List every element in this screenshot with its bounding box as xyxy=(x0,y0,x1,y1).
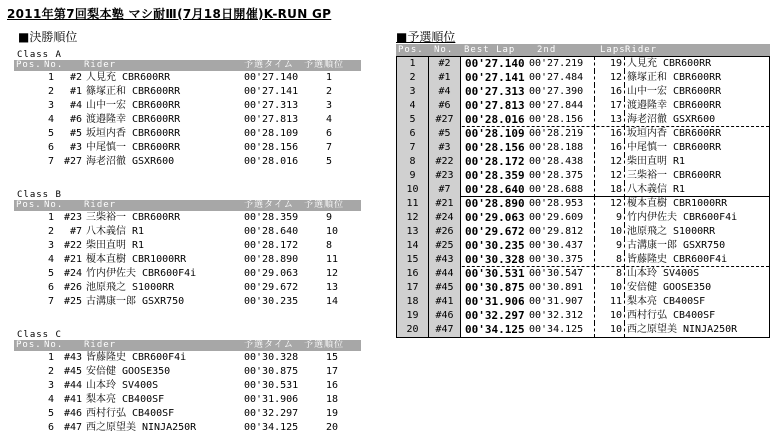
number: #21 xyxy=(63,254,82,265)
qual-rank: 15 xyxy=(326,352,339,363)
final-table xyxy=(14,340,361,435)
qual-rank: 8 xyxy=(326,240,333,251)
pos: 20 xyxy=(397,323,429,337)
second-lap: 00'30.375 xyxy=(529,253,595,267)
second-lap: 00'28.438 xyxy=(529,155,595,169)
pos: 19 xyxy=(397,309,429,323)
rider: 渡邉隆幸 CBR600RR xyxy=(86,114,181,125)
pos: 4 xyxy=(47,114,54,125)
pos: 16 xyxy=(397,267,429,281)
pos: 2 xyxy=(397,71,429,85)
qual-time: 00'31.906 xyxy=(244,394,299,405)
second-lap: 00'29.812 xyxy=(529,225,595,239)
table-row xyxy=(14,85,361,99)
qual-rank: 17 xyxy=(326,366,339,377)
number: #21 xyxy=(429,197,461,211)
final-results-heading: ■決勝順位 xyxy=(18,30,78,44)
pos: 1 xyxy=(397,57,429,71)
qualifying-table xyxy=(396,44,770,338)
second-lap: 00'29.609 xyxy=(529,211,595,225)
qual-time: 00'29.672 xyxy=(244,282,299,293)
rider: 山本玲 SV400S xyxy=(627,268,700,279)
pos: 14 xyxy=(397,239,429,253)
pos: 9 xyxy=(397,169,429,183)
qual-time: 00'28.172 xyxy=(244,240,299,251)
pos: 8 xyxy=(397,155,429,169)
rider: 坂垣内香 CBR600RR xyxy=(627,128,722,139)
qual-rank: 3 xyxy=(326,100,333,111)
final-header xyxy=(14,340,361,351)
qual-rank: 9 xyxy=(326,212,333,223)
qual-rank: 13 xyxy=(326,282,339,293)
table-row xyxy=(14,239,361,253)
rider: 梨本亮 CB400SF xyxy=(627,296,706,307)
best-lap: 00'27.141 xyxy=(465,71,525,84)
qualifying-heading: ■予選順位 xyxy=(396,30,456,44)
table-row xyxy=(14,127,361,141)
best-lap: 00'34.125 xyxy=(465,323,525,336)
pos: 18 xyxy=(397,295,429,309)
col-pos: Pos. xyxy=(16,60,42,70)
number: #43 xyxy=(63,352,82,363)
pos: 6 xyxy=(47,422,54,433)
number: #23 xyxy=(63,212,82,223)
qual-time: 00'30.531 xyxy=(244,380,299,391)
laps: 16 xyxy=(595,141,625,155)
qual-time: 00'28.109 xyxy=(244,128,299,139)
best-lap: 00'30.328 xyxy=(465,253,525,266)
number: #6 xyxy=(69,114,82,125)
col-laps: Laps xyxy=(600,45,626,55)
second-lap: 00'32.312 xyxy=(529,309,595,323)
table-row xyxy=(14,253,361,267)
number: #22 xyxy=(63,240,82,251)
pos: 5 xyxy=(47,408,54,419)
final-header xyxy=(14,60,361,71)
rider: 西之原望美 NINJA250R xyxy=(627,324,738,335)
number: #27 xyxy=(429,113,461,127)
table-row xyxy=(397,71,769,85)
table-row xyxy=(14,421,361,435)
final-table xyxy=(14,200,361,309)
col-qual-rank: 予選順位 xyxy=(304,200,345,210)
qual-time: 00'28.156 xyxy=(244,142,299,153)
pos: 5 xyxy=(397,113,429,127)
best-lap: 00'28.890 xyxy=(465,197,525,210)
qual-time: 00'27.141 xyxy=(244,86,299,97)
pos: 2 xyxy=(47,226,54,237)
pos: 5 xyxy=(47,128,54,139)
col-qual-time: 予選タイム xyxy=(244,340,294,350)
laps: 12 xyxy=(595,71,625,85)
best-lap: 00'30.235 xyxy=(465,239,525,252)
second-lap: 00'30.891 xyxy=(529,281,595,295)
number: #46 xyxy=(429,309,461,323)
table-row xyxy=(397,225,769,239)
rider: 安倍健 GOOSE350 xyxy=(86,366,171,377)
laps: 13 xyxy=(595,113,625,127)
rider: 池原飛之 S1000RR xyxy=(86,282,175,293)
rider: 坂垣内香 CBR600RR xyxy=(86,128,181,139)
table-row xyxy=(14,141,361,155)
rider: 人見充 CBR600RR xyxy=(627,58,712,69)
table-row xyxy=(14,113,361,127)
qual-rank: 20 xyxy=(326,422,339,433)
col-rider: Rider xyxy=(84,60,117,70)
qualifying-header xyxy=(396,44,770,56)
number: #45 xyxy=(63,366,82,377)
pos: 3 xyxy=(47,100,54,111)
rider: 榎本直樹 CBR1000RR xyxy=(627,198,728,209)
laps: 10 xyxy=(595,281,625,295)
number: #47 xyxy=(429,323,461,337)
pos: 1 xyxy=(47,72,54,83)
pos: 1 xyxy=(47,352,54,363)
number: #4 xyxy=(69,100,82,111)
number: #26 xyxy=(429,225,461,239)
second-lap: 00'28.375 xyxy=(529,169,595,183)
number: #3 xyxy=(429,141,461,155)
qual-rank: 2 xyxy=(326,86,333,97)
pos: 2 xyxy=(47,366,54,377)
best-lap: 00'28.359 xyxy=(465,169,525,182)
qual-rank: 12 xyxy=(326,268,339,279)
rider: 篠塚正和 CBR600RR xyxy=(86,86,181,97)
rider: 山中一宏 CBR600RR xyxy=(86,100,181,111)
table-row xyxy=(397,211,769,225)
number: #25 xyxy=(429,239,461,253)
laps: 10 xyxy=(595,323,625,337)
qual-time: 00'30.875 xyxy=(244,366,299,377)
qual-time: 00'29.063 xyxy=(244,268,299,279)
class-label: Class C xyxy=(17,330,62,340)
laps: 9 xyxy=(595,211,625,225)
page-title: 2011年第7回梨本塾 マシ耐Ⅲ(7月18日開催)K-RUN GP xyxy=(7,7,332,21)
second-lap: 00'28.188 xyxy=(529,141,595,155)
table-row xyxy=(14,281,361,295)
second-lap: 00'28.219 xyxy=(529,127,595,141)
rider: 山中一宏 CBR600RR xyxy=(627,86,722,97)
second-lap: 00'27.390 xyxy=(529,85,595,99)
number: #1 xyxy=(429,71,461,85)
number: #4 xyxy=(429,85,461,99)
pos: 15 xyxy=(397,253,429,267)
table-row xyxy=(397,267,769,281)
second-lap: 00'27.844 xyxy=(529,99,595,113)
table-row xyxy=(397,99,769,113)
rider: 古溝康一郎 GSXR750 xyxy=(627,240,726,251)
pos: 2 xyxy=(47,86,54,97)
table-row xyxy=(14,351,361,365)
rider: 竹内伊佐夫 CBR600F4i xyxy=(86,268,197,279)
pos: 6 xyxy=(47,142,54,153)
pos: 10 xyxy=(397,183,429,197)
col-pos: Pos. xyxy=(16,200,42,210)
pos: 4 xyxy=(47,254,54,265)
table-row xyxy=(397,197,769,211)
qual-rank: 10 xyxy=(326,226,339,237)
laps: 17 xyxy=(595,99,625,113)
table-row xyxy=(14,71,361,85)
qual-time: 00'34.125 xyxy=(244,422,299,433)
rider: 中尾慎一 CBR600RR xyxy=(86,142,181,153)
qual-time: 00'27.313 xyxy=(244,100,299,111)
rider: 篠塚正和 CBR600RR xyxy=(627,72,722,83)
qual-time: 00'30.235 xyxy=(244,296,299,307)
class-label: Class A xyxy=(17,50,62,60)
rider: 八木義信 R1 xyxy=(627,184,686,195)
col-rider: Rider xyxy=(625,45,658,55)
pos: 4 xyxy=(47,394,54,405)
number: #7 xyxy=(69,226,82,237)
rider: 八木義信 R1 xyxy=(86,226,145,237)
rider: 人見充 CBR600RR xyxy=(86,72,171,83)
qual-rank: 18 xyxy=(326,394,339,405)
number: #27 xyxy=(63,156,82,167)
rider: 安倍健 GOOSE350 xyxy=(627,282,712,293)
table-row xyxy=(14,393,361,407)
pos: 1 xyxy=(47,212,54,223)
qual-time: 00'28.016 xyxy=(244,156,299,167)
final-header xyxy=(14,200,361,211)
number: #25 xyxy=(63,296,82,307)
number: #24 xyxy=(429,211,461,225)
best-lap: 00'27.813 xyxy=(465,99,525,112)
number: #3 xyxy=(69,142,82,153)
col-no: No. xyxy=(44,60,64,70)
best-lap: 00'27.140 xyxy=(465,57,525,70)
number: #6 xyxy=(429,99,461,113)
rider: 三柴裕一 CBR600RR xyxy=(627,170,722,181)
qual-time: 00'28.640 xyxy=(244,226,299,237)
final-table xyxy=(14,60,361,169)
laps: 10 xyxy=(595,309,625,323)
pos: 5 xyxy=(47,268,54,279)
best-lap: 00'30.875 xyxy=(465,281,525,294)
number: #1 xyxy=(69,86,82,97)
second-lap: 00'28.953 xyxy=(529,197,595,211)
qual-time: 00'32.297 xyxy=(244,408,299,419)
table-row xyxy=(14,225,361,239)
col-pos: Pos. xyxy=(16,340,42,350)
qual-time: 00'30.328 xyxy=(244,352,299,363)
table-row xyxy=(14,267,361,281)
table-row xyxy=(397,141,769,155)
table-row xyxy=(397,155,769,169)
best-lap: 00'28.109 xyxy=(465,127,525,140)
laps: 19 xyxy=(595,57,625,71)
table-row xyxy=(14,379,361,393)
second-lap: 00'30.437 xyxy=(529,239,595,253)
number: #2 xyxy=(429,57,461,71)
pos: 17 xyxy=(397,281,429,295)
pos: 7 xyxy=(397,141,429,155)
laps: 10 xyxy=(595,225,625,239)
number: #45 xyxy=(429,281,461,295)
rider: 池原飛之 S1000RR xyxy=(627,226,716,237)
rider: 三柴裕一 CBR600RR xyxy=(86,212,181,223)
pos: 13 xyxy=(397,225,429,239)
qual-rank: 4 xyxy=(326,114,333,125)
col-pos: Pos. xyxy=(398,45,424,55)
second-lap: 00'28.688 xyxy=(529,183,595,197)
table-row xyxy=(14,155,361,169)
qualifying-body xyxy=(396,56,770,338)
rider: 西村行弘 CB400SF xyxy=(627,310,716,321)
best-lap: 00'28.016 xyxy=(465,113,525,126)
number: #44 xyxy=(429,267,461,281)
best-lap: 00'27.313 xyxy=(465,85,525,98)
qual-rank: 16 xyxy=(326,380,339,391)
number: #24 xyxy=(63,268,82,279)
table-row xyxy=(397,183,769,197)
rider: 古溝康一郎 GSXR750 xyxy=(86,296,185,307)
rider: 西之原望美 NINJA250R xyxy=(86,422,197,433)
pos: 12 xyxy=(397,211,429,225)
table-row xyxy=(397,239,769,253)
pos: 3 xyxy=(47,380,54,391)
qual-rank: 7 xyxy=(326,142,333,153)
rider: 柴田直明 R1 xyxy=(627,156,686,167)
pos: 4 xyxy=(397,99,429,113)
col-qual-rank: 予選順位 xyxy=(304,340,345,350)
qual-rank: 6 xyxy=(326,128,333,139)
pos: 3 xyxy=(397,85,429,99)
number: #26 xyxy=(63,282,82,293)
col-qual-time: 予選タイム xyxy=(244,200,294,210)
pos: 3 xyxy=(47,240,54,251)
qual-rank: 1 xyxy=(326,72,333,83)
number: #2 xyxy=(69,72,82,83)
number: #23 xyxy=(429,169,461,183)
table-row xyxy=(397,323,769,337)
laps: 16 xyxy=(595,127,625,141)
number: #22 xyxy=(429,155,461,169)
rider: 海老沼徹 GSXR600 xyxy=(86,156,175,167)
table-row xyxy=(397,127,769,141)
laps: 12 xyxy=(595,169,625,183)
table-row xyxy=(397,281,769,295)
number: #7 xyxy=(429,183,461,197)
number: #47 xyxy=(63,422,82,433)
best-lap: 00'32.297 xyxy=(465,309,525,322)
best-lap: 00'28.156 xyxy=(465,141,525,154)
second-lap: 00'27.484 xyxy=(529,71,595,85)
number: #46 xyxy=(63,408,82,419)
best-lap: 00'28.172 xyxy=(465,155,525,168)
table-row xyxy=(14,407,361,421)
qual-rank: 11 xyxy=(326,254,339,265)
pos: 11 xyxy=(397,197,429,211)
second-lap: 00'30.547 xyxy=(529,267,595,281)
second-lap: 00'27.219 xyxy=(529,57,595,71)
laps: 18 xyxy=(595,183,625,197)
rider: 中尾慎一 CBR600RR xyxy=(627,142,722,153)
table-row xyxy=(397,253,769,267)
class-label: Class B xyxy=(17,190,62,200)
table-row xyxy=(397,113,769,127)
qual-rank: 19 xyxy=(326,408,339,419)
col-rider: Rider xyxy=(84,340,117,350)
second-lap: 00'31.907 xyxy=(529,295,595,309)
second-lap: 00'34.125 xyxy=(529,323,595,337)
table-row xyxy=(14,211,361,225)
col-no: No. xyxy=(434,45,454,55)
laps: 16 xyxy=(595,85,625,99)
rider: 山本玲 SV400S xyxy=(86,380,159,391)
best-lap: 00'29.672 xyxy=(465,225,525,238)
number: #44 xyxy=(63,380,82,391)
number: #5 xyxy=(429,127,461,141)
col-qual-time: 予選タイム xyxy=(244,60,294,70)
col-no: No. xyxy=(44,340,64,350)
qual-rank: 14 xyxy=(326,296,339,307)
laps: 8 xyxy=(595,267,625,281)
col-best-lap: Best Lap xyxy=(464,45,516,55)
qual-time: 00'27.140 xyxy=(244,72,299,83)
number: #43 xyxy=(429,253,461,267)
table-row xyxy=(397,169,769,183)
table-row xyxy=(397,85,769,99)
qual-time: 00'28.890 xyxy=(244,254,299,265)
laps: 12 xyxy=(595,197,625,211)
col-qual-rank: 予選順位 xyxy=(304,60,345,70)
rider: 柴田直明 R1 xyxy=(86,240,145,251)
pos: 7 xyxy=(47,296,54,307)
pos: 6 xyxy=(47,282,54,293)
best-lap: 00'31.906 xyxy=(465,295,525,308)
rider: 渡邉隆幸 CBR600RR xyxy=(627,100,722,111)
rider: 榎本直樹 CBR1000RR xyxy=(86,254,187,265)
table-row xyxy=(14,99,361,113)
number: #41 xyxy=(429,295,461,309)
qual-rank: 5 xyxy=(326,156,333,167)
table-row xyxy=(397,295,769,309)
table-row xyxy=(397,309,769,323)
rider: 西村行弘 CB400SF xyxy=(86,408,175,419)
rider: 竹内伊佐夫 CBR600F4i xyxy=(627,212,738,223)
pos: 7 xyxy=(47,156,54,167)
rider: 皆藤隆史 CBR600F4i xyxy=(86,352,187,363)
table-row xyxy=(14,365,361,379)
rider: 梨本亮 CB400SF xyxy=(86,394,165,405)
laps: 9 xyxy=(595,239,625,253)
col-no: No. xyxy=(44,200,64,210)
col-2nd: 2nd xyxy=(537,45,557,55)
laps: 12 xyxy=(595,155,625,169)
rider: 皆藤隆史 CBR600F4i xyxy=(627,254,728,265)
best-lap: 00'28.640 xyxy=(465,183,525,196)
table-row xyxy=(397,57,769,71)
best-lap: 00'29.063 xyxy=(465,211,525,224)
second-lap: 00'28.156 xyxy=(529,113,595,127)
laps: 8 xyxy=(595,253,625,267)
qual-time: 00'27.813 xyxy=(244,114,299,125)
best-lap: 00'30.531 xyxy=(465,267,525,280)
number: #41 xyxy=(63,394,82,405)
table-row xyxy=(14,295,361,309)
pos: 6 xyxy=(397,127,429,141)
rider: 海老沼徹 GSXR600 xyxy=(627,114,716,125)
col-rider: Rider xyxy=(84,200,117,210)
qual-time: 00'28.359 xyxy=(244,212,299,223)
laps: 11 xyxy=(595,295,625,309)
number: #5 xyxy=(69,128,82,139)
